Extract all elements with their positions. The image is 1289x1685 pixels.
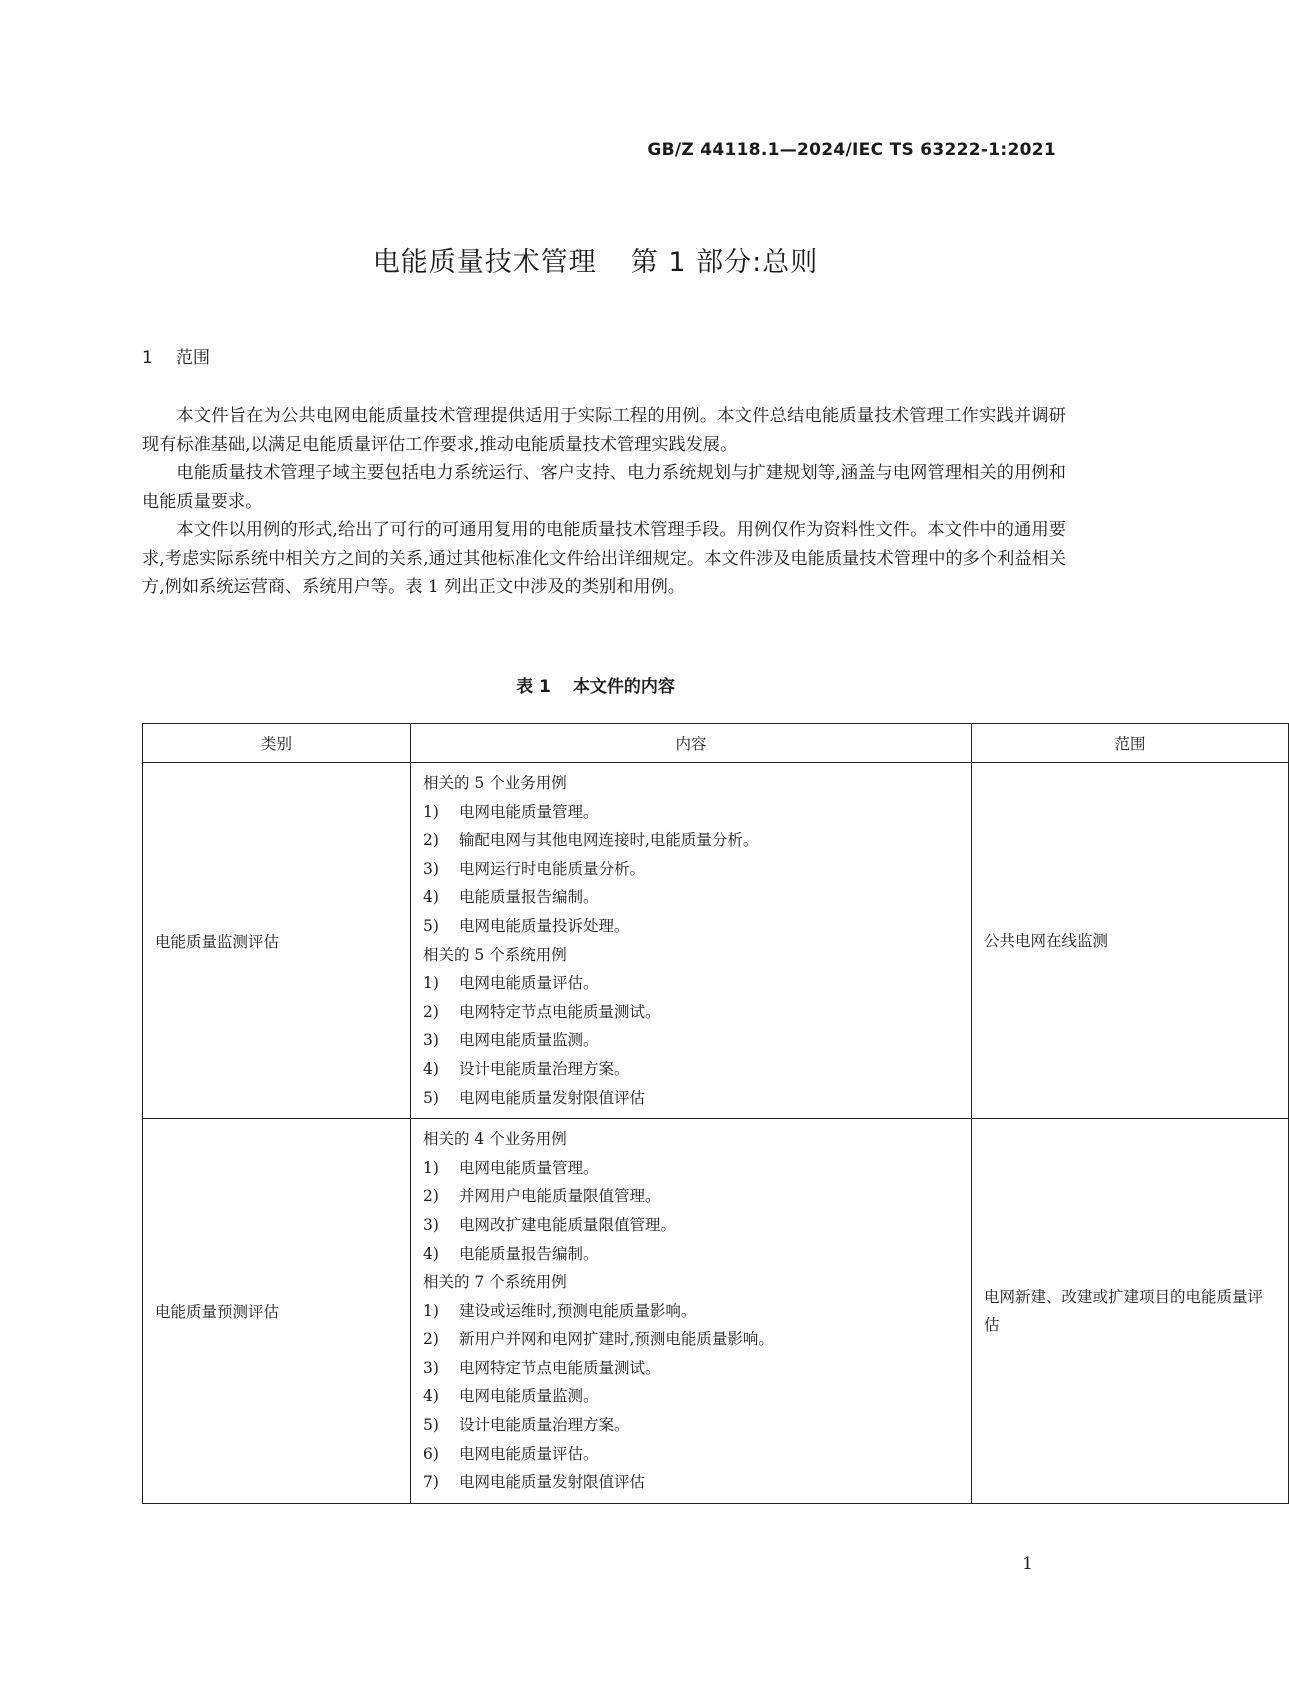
paragraph: 电能质量技术管理子域主要包括电力系统运行、客户支持、电力系统规划与扩建规划等,涵盖与电网管理相关的用例和电能质量要求。 [142,463,1066,512]
scope-cell: 公共电网在线监测 [972,763,1289,1119]
list-item: 6) 电网电能质量评估。 [423,1444,599,1463]
list-item: 1) 电网电能质量管理。 [423,1158,599,1177]
header-content: 内容 [411,724,972,763]
list-item: 5) 电网电能质量发射限值评估 [423,1088,646,1107]
header-category: 类别 [143,724,411,763]
table-row [143,1119,1289,1504]
paragraph: 本文件旨在为公共电网电能质量技术管理提供适用于实际工程的用例。本文件总结电能质量技术管理工作实践并调研现有标准基础,以满足电能质量评估工作要求,推动电能质量技术管理实践发展。 [142,406,1066,455]
list-item: 7) 电网电能质量发射限值评估 [423,1473,646,1492]
list-item: 5) 电网电能质量投诉处理。 [423,916,630,935]
section-title: 范围 [176,348,210,368]
list-item: 3) 电网电能质量监测。 [423,1031,599,1050]
business-usecase-title: 相关的 4 个业务用例 [423,1130,567,1149]
list-item: 5) 设计电能质量治理方案。 [423,1416,630,1435]
list-item: 1) 建设或运维时,预测电能质量影响。 [423,1301,697,1320]
scope-body [142,402,1066,602]
category-cell: 电能质量预测评估 [143,1119,411,1504]
document-title [0,240,1191,279]
content-table [142,723,1289,1504]
table-caption-label: 表 1 [516,677,551,697]
title-main: 电能质量技术管理 [372,247,597,278]
list-item: 4) 电能质量报告编制。 [423,1244,599,1263]
list-item: 1) 电网电能质量评估。 [423,974,599,993]
section-number: 1 [142,348,153,368]
list-item: 1) 电网电能质量管理。 [423,802,599,821]
list-item: 3) 电网改扩建电能质量限值管理。 [423,1215,677,1234]
table-row [143,763,1289,1119]
list-item: 3) 电网运行时电能质量分析。 [423,859,646,878]
list-item: 4) 设计电能质量治理方案。 [423,1059,630,1078]
scope-cell: 电网新建、改建或扩建项目的电能质量评估 [972,1119,1289,1504]
page-number: 1 [1022,1554,1033,1574]
list-item: 2) 新用户并网和电网扩建时,预测电能质量影响。 [423,1330,774,1349]
system-usecase-title: 相关的 7 个系统用例 [423,1273,567,1292]
system-usecase-title: 相关的 5 个系统用例 [423,945,567,964]
paragraph: 本文件以用例的形式,给出了可行的可通用复用的电能质量技术管理手段。用例仅作为资料性文件。本文件中的通用要求,考虑实际系统中相关方之间的关系,通过其他标准化文件给出详细规定。本文件涉及电能质量技术管理中的多个利益相关方,例如系统运营商、系统用户等。表 1 列出正文中涉及的类别和用例。 [142,520,1066,597]
business-usecase-title: 相关的 5 个业务用例 [423,774,567,792]
section-heading [142,343,210,368]
category-cell: 电能质量监测评估 [143,763,411,1119]
header-scope: 范围 [972,724,1289,763]
content-cell [411,763,972,1119]
list-item: 2) 电网特定节点电能质量测试。 [423,1002,661,1021]
table-caption-title: 本文件的内容 [572,677,675,697]
list-item: 3) 电网特定节点电能质量测试。 [423,1358,661,1377]
standard-code: GB/Z 44118.1—2024/IEC TS 63222-1:2021 [647,140,1056,160]
content-cell [411,1119,972,1504]
list-item: 2) 输配电网与其他电网连接时,电能质量分析。 [423,831,759,850]
table-caption [0,672,1191,697]
list-item: 4) 电网电能质量监测。 [423,1387,599,1406]
table-header-row [143,724,1289,763]
list-item: 4) 电能质量报告编制。 [423,888,599,907]
title-part: 第 1 部分:总则 [630,247,819,278]
list-item: 2) 并网用户电能质量限值管理。 [423,1187,661,1206]
